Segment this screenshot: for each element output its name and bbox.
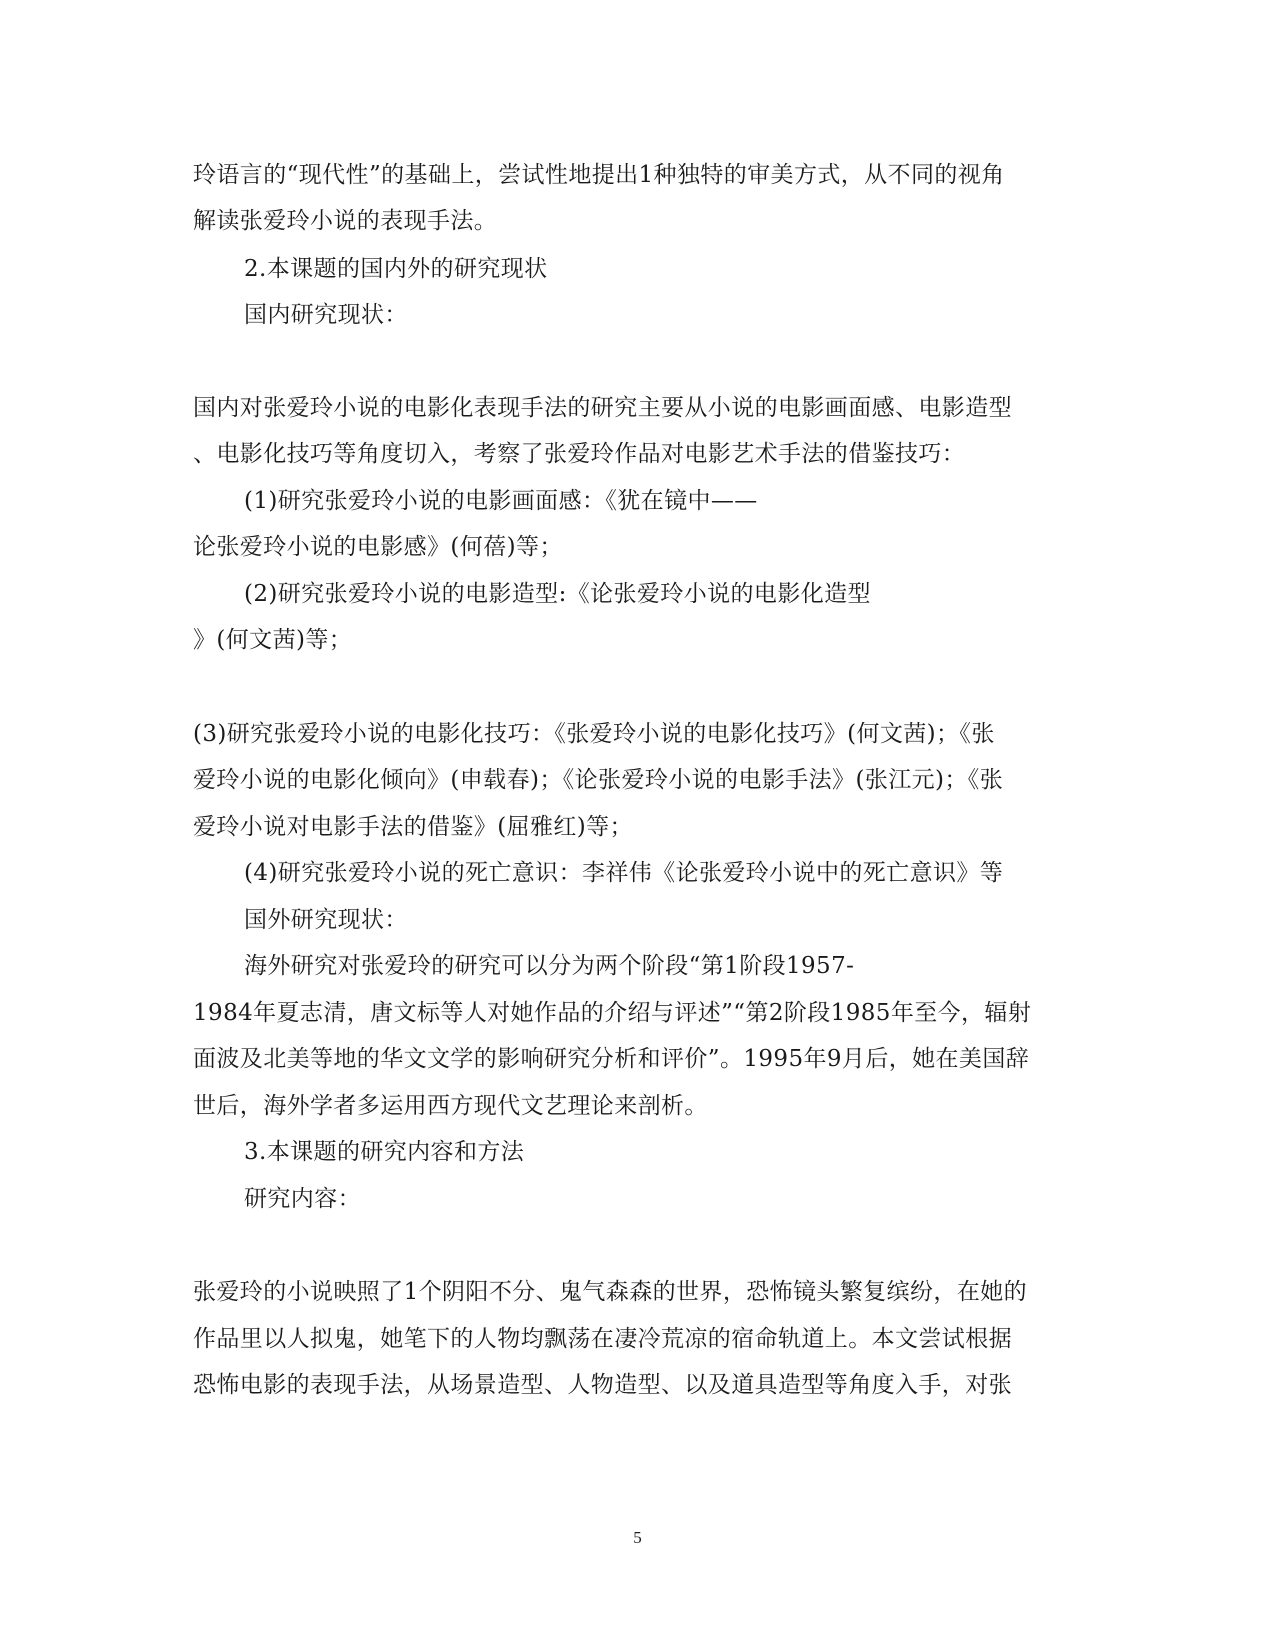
subsection-heading: 国内研究现状： (244, 302, 408, 328)
text-line: 国内对张爱玲小说的电影化表现手法的研究主要从小说的电影画面感、电影造型 (193, 395, 1012, 421)
text-line: 1984年夏志清，唐文标等人对她作品的介绍与评述”“第2阶段1985年至今，辐射 (193, 1000, 1032, 1026)
text-line: 世后，海外学者多运用西方现代文艺理论来剖析。 (193, 1093, 708, 1119)
list-item: (3)研究张爱玲小说的电影化技巧：《张爱玲小说的电影化技巧》(何文茜)；《张 (193, 721, 995, 747)
subsection-heading: 研究内容： (244, 1186, 361, 1212)
list-item: (4)研究张爱玲小说的死亡意识：李祥伟《论张爱玲小说中的死亡意识》等 (244, 860, 1004, 886)
section-heading: 2.本课题的国内外的研究现状 (244, 256, 548, 282)
text-line: 论张爱玲小说的电影感》(何蓓)等； (193, 534, 563, 560)
text-line: 玲语言的“现代性”的基础上，尝试性地提出1种独特的审美方式，从不同的视角 (193, 162, 1005, 188)
text-line: 、电影化技巧等角度切入，考察了张爱玲作品对电影艺术手法的借鉴技巧： (193, 441, 966, 467)
text-line: 海外研究对张爱玲的研究可以分为两个阶段“第1阶段1957- (244, 953, 855, 979)
text-line: 面波及北美等地的华文文学的影响研究分析和评价”。1995年9月后，她在美国辞 (193, 1046, 1030, 1072)
list-item: (1)研究张爱玲小说的电影画面感：《犹在镜中—— (244, 488, 758, 514)
text-line: 恐怖电影的表现手法，从场景造型、人物造型、以及道具造型等角度入手，对张 (193, 1372, 1012, 1398)
text-line: 作品里以人拟鬼，她笔下的人物均飘荡在凄冷荒凉的宿命轨道上。本文尝试根据 (193, 1326, 1012, 1352)
list-item: (2)研究张爱玲小说的电影造型:《论张爱玲小说的电影化造型 (244, 581, 871, 607)
page-number: 5 (633, 1528, 642, 1547)
text-line: 张爱玲的小说映照了1个阴阳不分、鬼气森森的世界，恐怖镜头繁复缤纷，在她的 (193, 1279, 1028, 1305)
section-heading: 3.本课题的研究内容和方法 (244, 1139, 525, 1165)
text-line: 解读张爱玲小说的表现手法。 (193, 208, 498, 234)
subsection-heading: 国外研究现状： (244, 907, 408, 933)
text-line: 爱玲小说的电影化倾向》(申载春)；《论张爱玲小说的电影手法》(张江元)；《张 (193, 767, 1004, 793)
text-line: 》(何文茜)等； (193, 627, 353, 653)
text-line: 爱玲小说对电影手法的借鉴》(屈雅红)等； (193, 814, 633, 840)
